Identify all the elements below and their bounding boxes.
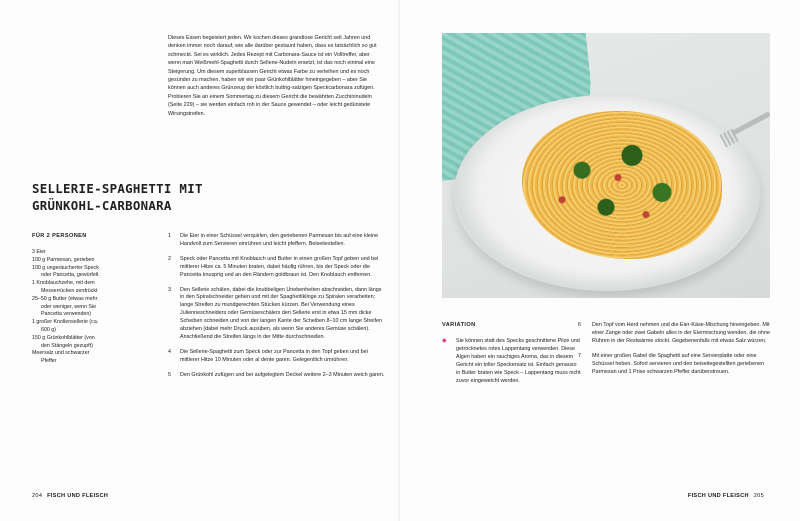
recipe-title	[32, 180, 292, 214]
ingredient-item: 3 Eier	[32, 249, 46, 255]
section-name: FISCH UND FLEISCH	[687, 493, 749, 499]
variation-text: Sie können statt des Specks geschnittene Pilze und getrocknetes rotes Lappentang verwenden. Diese Algen haben ein rauchiges Aroma, das in diesem Gericht ein toller Speckersatz ist. Einfach genauso in Butter braten wie Speck – Lappentang muss nicht zuvor eingeweicht werden.	[456, 338, 581, 384]
step-number: 1	[168, 233, 171, 239]
step-text: Die Eier in einer Schüssel verquirlen, den geriebenen Parmesan bis auf eine kleine Handvoll zum Servieren einrühren und leicht pfeffern. Beiseitestellen.	[180, 233, 379, 247]
ingredient-item: 100 g Parmesan, gerieben	[32, 256, 95, 263]
method-step	[578, 353, 774, 377]
recipe-title-line1: SELLERIE-SPAGHETTI MIT	[32, 181, 203, 196]
variation-box	[442, 322, 582, 385]
method-step	[168, 372, 386, 380]
ingredient-item: 150 g Grünkohlblätter (von den Stängeln gezupft)	[32, 334, 95, 349]
page-number: 205	[753, 493, 764, 499]
page-number: 204	[32, 493, 43, 499]
step-text: Die Sellerie-Spaghetti zum Speck oder zur Pancetta in den Topf geben und bei mittlerer Hitze 10 Minuten oder al dente garen. Gelegentlich umrühren.	[180, 348, 368, 363]
method-step	[168, 256, 386, 280]
step-text: Mit einer großen Gabel die Spaghetti auf eine Servierplatte oder eine Schüssel heben. Sofort servieren und den beiseitegestellten geriebenen Parmesan und 1 Prise schwarzen Pfeffer darüberstreuen.	[592, 352, 765, 375]
dish-photo	[442, 33, 770, 298]
pink-bullet-icon: ◆	[442, 338, 447, 344]
ingredient-item: 1 Knoblauchzehe, mit dem Messerrücken zerdrückt	[32, 280, 98, 294]
ingredient-item: 1 großer Knollensellerie (ca. 600 g)	[32, 319, 99, 333]
variation-heading: VARIATION	[442, 322, 476, 328]
right-footer	[688, 493, 764, 499]
intro-paragraph: Dieses Essen begeistert jeden. Wir kochen dieses grandiose Gericht seit Jahren und denken immer noch darauf, wie alle darüber gestaunt haben, dass es tatsächlich so gut schmeckt. Sei es wirklich. Jedes Rezept mit Carbonara-Sauce ist ein Volltreffer, aber wenn man Weißmehl-Spaghetti durch Sellerie-Nudeln ersetzt, ist das noch einmal eine Steigerung. Um diesem superblassen Gericht etwas Farbe zu verleihen und es noch gesünder zu machen, haben wir ein paar Grünkohlblätter hineingegeben – aber Sie können auch anderes Grünzeug der köstlich buttrig-salzigen Speckcarbonara zufügen. Probieren Sie an einem Sommertag zu diesem Gericht die bewährten Zucchininudeln (Seite 229) – sie werden einfach roh in der Sauce gewendet – oder leicht gedünstete Wirsingstreifen.	[168, 35, 377, 117]
step-text: Den Grünkohl zufügen und bei aufgelegtem Deckel weitere 2–3 Minuten weich garen.	[180, 371, 385, 378]
right-page	[400, 0, 800, 521]
ingredient-item: 25–50 g Butter (etwas mehr oder weniger, wenn Sie Pancetta verwenden)	[32, 295, 98, 318]
step-number: 3	[168, 286, 171, 293]
method-step	[168, 233, 386, 249]
method-step	[578, 322, 774, 346]
step-number: 7	[578, 352, 581, 359]
recipe-title-line2: GRÜNKOHL-CARBONARA	[32, 198, 172, 213]
servings-label: FÜR 2 PERSONEN	[32, 233, 87, 239]
variation-list	[442, 338, 582, 385]
step-text: Speck oder Pancetta mit Knoblauch und Butter in einen großen Topf geben und bei mittlerer Hitze ca. 5 Minuten braten, dabei häufig rühren, bis der Speck oder die Pancetta knusprig und an den Rändern goldbraun ist. Den Knoblauch entfernen.	[180, 255, 379, 278]
variation-item	[442, 338, 582, 385]
ingredient-list	[32, 249, 102, 366]
method-steps-continued	[578, 322, 774, 376]
method-steps	[168, 233, 386, 380]
step-number: 4	[168, 348, 171, 355]
step-number: 6	[578, 322, 581, 328]
method-step	[168, 349, 386, 365]
step-text: Den Topf vom Herd nehmen und die Eier-Käse-Mischung hineingeben. Mit einer Zange oder zwei Gabeln alles in der Eiermischung wenden, die ohne Rühren in der Restwärme stockt. Gegebenenfalls mit etwas Salz würzen.	[592, 322, 770, 344]
method-step	[168, 287, 386, 342]
step-number: 2	[168, 255, 171, 262]
left-footer	[32, 493, 108, 499]
ingredient-item: Meersalz und schwarzer Pfeffer	[32, 350, 90, 365]
step-number: 5	[168, 371, 171, 378]
section-name: FISCH UND FLEISCH	[47, 493, 109, 499]
fork-image	[731, 111, 770, 135]
step-text: Den Sellerie schälen, dabei die knubbeligen Unebenheiten abschneiden, dann längs in den Spiralschneider geben und mit der Spaghettiklinge zu Spiralen verarbeiten; lange Streifen zu mundgerechten Stücken kürzen. Bei Verwendung eines Julienneschneiders oder Gemüseschälers den Sellerie erst in etwa 15 mm dicke Scheiben schneiden und von der langen Kante der Scheiben 8–10 cm lange Streifen abziehen (dabei mehr Druck ausüben, als wenn Sie anderes Gemüse schälen). Anschließend die Streifen längs in der Mitte durchschneiden.	[180, 286, 382, 340]
ingredient-item: 100 g ungeräucherter Speck oder Pancetta, gewürfelt	[32, 264, 99, 279]
